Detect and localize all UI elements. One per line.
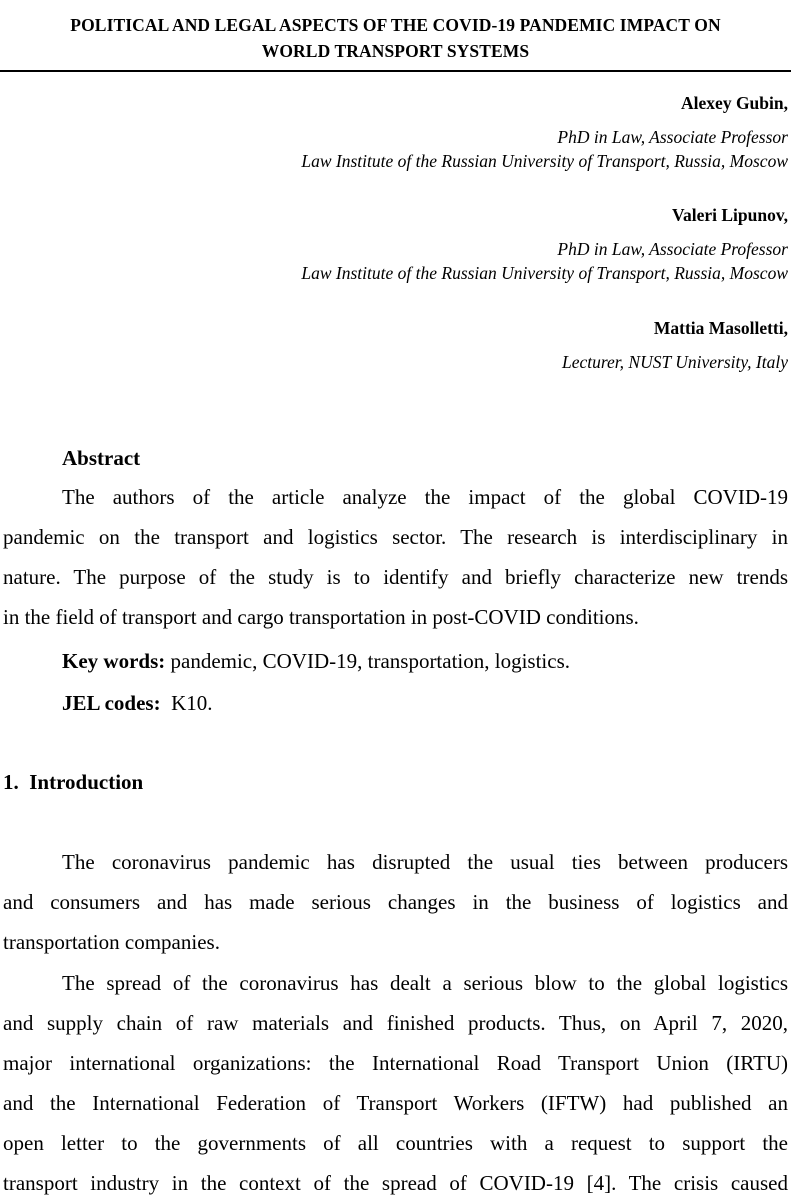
intro-paragraph-1: [3, 842, 788, 962]
author-affiliation-line: Lecturer, NUST University, Italy: [561, 352, 788, 372]
text-line: transportation companies.: [3, 930, 220, 954]
author-block-3: [88, 316, 788, 374]
author-affiliation-line: PhD in Law, Associate Professor: [557, 239, 788, 259]
text-line: The coronavirus pandemic has disrupted the usual ties between producers: [62, 850, 788, 874]
keywords-value: pandemic, COVID-19, transportation, logistics.: [165, 649, 571, 673]
text-line: transport industry in the context of the spread of COVID-19 [4]. The crisis caused: [3, 1171, 788, 1195]
section-heading-introduction: 1. Introduction: [3, 770, 144, 794]
text-line: and consumers and has made serious changes in the business of logistics and: [3, 890, 788, 914]
text-line: and supply chain of raw materials and finished products. Thus, on April 7, 2020,: [3, 1011, 788, 1035]
text-line: The authors of the article analyze the impact of the global COVID-19: [62, 485, 788, 509]
title-divider: [0, 70, 791, 72]
author-affiliation-line: PhD in Law, Associate Professor: [557, 127, 788, 147]
text-line: major international organizations: the International Road Transport Union (IRTU): [3, 1051, 788, 1075]
paper-title-line-2: WORLD TRANSPORT SYSTEMS: [261, 41, 530, 61]
author-affiliation-line: Law Institute of the Russian University of Transport, Russia, Moscow: [301, 151, 788, 171]
jel-codes-value: K10.: [160, 691, 213, 715]
keywords-row: [62, 641, 570, 681]
text-line: in the field of transport and cargo transportation in post-COVID conditions.: [3, 605, 639, 629]
text-line: nature. The purpose of the study is to identify and briefly characterize new trends: [3, 565, 788, 589]
author-name: Alexey Gubin,: [681, 93, 788, 113]
abstract-heading: Abstract: [62, 446, 141, 470]
author-name: Valeri Lipunov,: [671, 205, 788, 225]
author-block-2: [88, 203, 788, 285]
keywords-label: Key words:: [62, 649, 166, 673]
text-line: and the International Federation of Transport Workers (IFTW) had published an: [3, 1091, 788, 1115]
jel-codes-label: JEL codes:: [62, 691, 161, 715]
intro-paragraph-2: [3, 963, 788, 1203]
author-affiliation-line: Law Institute of the Russian University of Transport, Russia, Moscow: [301, 263, 788, 283]
text-line: open letter to the governments of all countries with a request to support the: [3, 1131, 788, 1155]
abstract-paragraph: [3, 477, 788, 637]
jel-codes-row: [62, 683, 213, 723]
author-name: Mattia Masolletti,: [653, 318, 788, 338]
text-line: pandemic on the transport and logistics sector. The research is interdisciplinary in: [3, 525, 788, 549]
author-block-1: [88, 91, 788, 173]
text-line: The spread of the coronavirus has dealt a serious blow to the global logistics: [62, 971, 788, 995]
paper-title: [0, 12, 791, 64]
paper-title-line-1: POLITICAL AND LEGAL ASPECTS OF THE COVID-19 PANDEMIC IMPACT ON: [70, 15, 721, 35]
